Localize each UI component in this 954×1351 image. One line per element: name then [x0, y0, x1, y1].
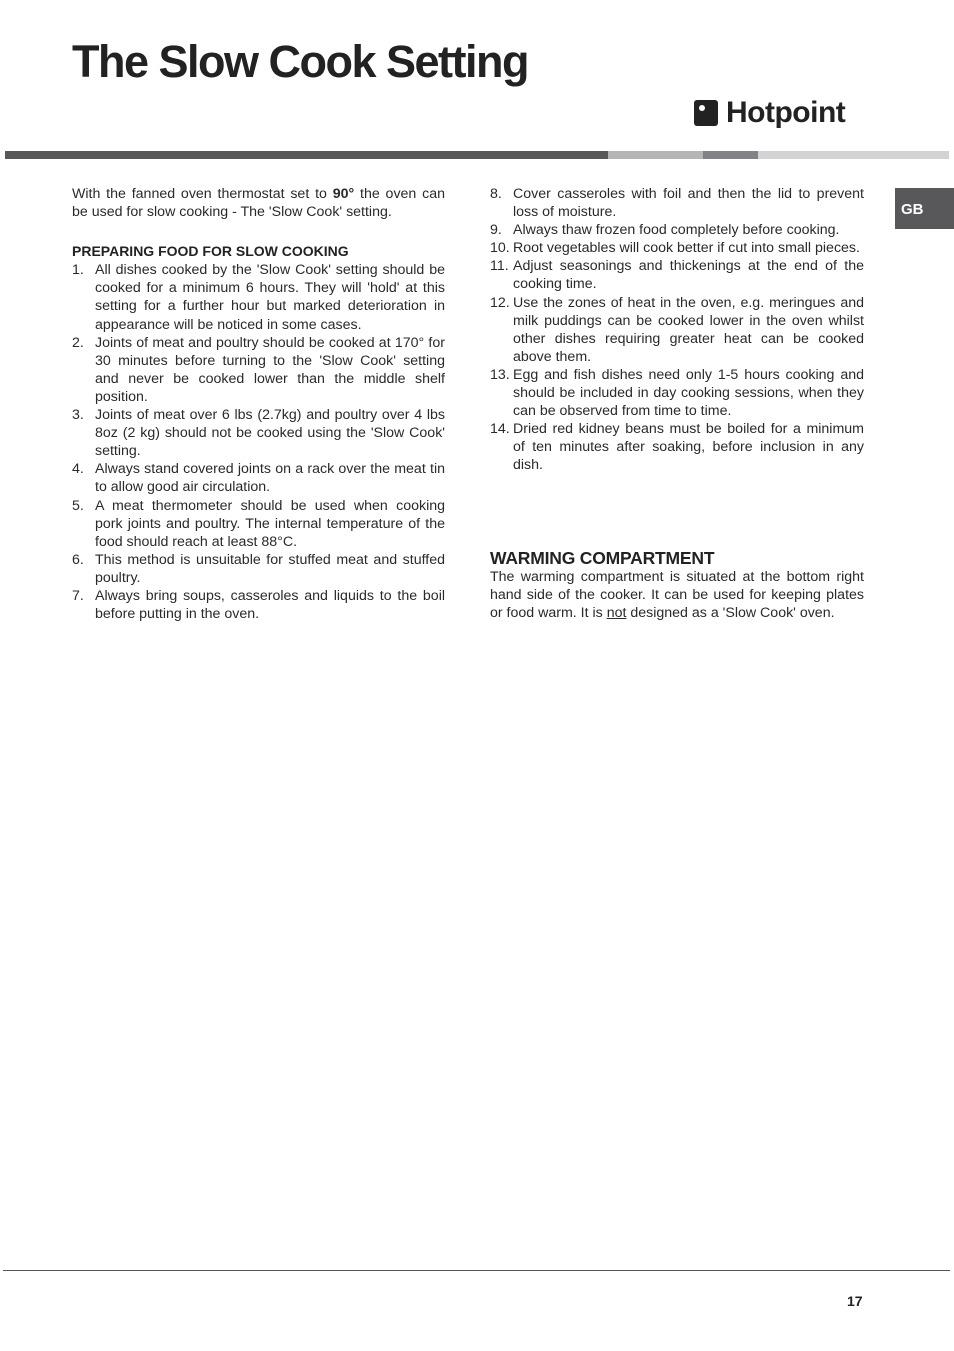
header-bar-segment-pale — [758, 151, 949, 159]
intro-text-end: the oven can be used for slow cooking - The 'Slow Cook' setting. — [72, 186, 446, 221]
footer-divider — [3, 1270, 950, 1271]
list-item-number: 3. — [72, 407, 84, 424]
list-item-text: Joints of meat over 6 lbs (2.7kg) and poultry over 4 lbs 8oz (2 kg) should not be cooked using the 'Slow Cook' setting. — [95, 407, 445, 460]
slow-cook-list-part-2 — [490, 185, 864, 475]
list-item-number: 9. — [490, 222, 502, 239]
header-bar-segment-mid — [703, 151, 758, 159]
slow-cook-list-part-1 — [72, 261, 445, 623]
list-item — [72, 406, 445, 460]
list-item — [72, 551, 445, 587]
list-item-number: 5. — [72, 497, 84, 514]
list-item-text: Root vegetables will cook better if cut into small pieces. — [513, 240, 860, 257]
intro-paragraph — [72, 185, 445, 221]
list-item — [72, 261, 445, 333]
list-item-number: 13. — [490, 366, 510, 383]
list-item-text: Cover casseroles with foil and then the lid to prevent loss of moisture. — [513, 186, 864, 221]
list-item-text: Joints of meat and poultry should be cooked at 170° for 30 minutes before turning to the 'Slow Cook' setting and never be cooked lower than the middle shelf position. — [95, 334, 445, 405]
list-item-number: 8. — [490, 186, 502, 202]
list-item — [490, 185, 864, 221]
list-item-number: 6. — [72, 551, 84, 568]
list-item — [490, 294, 864, 366]
page-title: The Slow Cook Setting — [72, 36, 529, 87]
list-item-text: A meat thermometer should be used when cooking pork joints and poultry. The internal temperature of the food should reach at least 88°C. — [95, 497, 445, 550]
list-item-number: 4. — [72, 461, 84, 478]
page-number: 17 — [847, 1293, 863, 1309]
list-item-number: 1. — [72, 262, 84, 279]
list-item — [72, 587, 445, 623]
list-item — [72, 497, 445, 551]
list-item — [490, 420, 864, 474]
list-item-text: Always stand covered joints on a rack over the meat tin to allow good air circulation. — [95, 461, 445, 496]
list-item-number: 10. — [490, 240, 510, 257]
list-item-number: 12. — [490, 294, 510, 311]
list-item-number: 14. — [490, 421, 510, 438]
list-item — [490, 257, 864, 293]
left-column — [72, 185, 445, 623]
intro-text-start: With the fanned oven thermostat set to — [72, 186, 333, 202]
list-item — [490, 366, 864, 420]
header-bar-segment-light — [608, 151, 703, 159]
brand-logo — [694, 96, 845, 130]
list-item-number: 7. — [72, 587, 84, 604]
list-item-text: Always thaw frozen food completely before cooking. — [513, 222, 840, 239]
list-item — [72, 334, 445, 406]
hotpoint-logo-icon — [694, 100, 718, 126]
list-item-number: 11. — [490, 258, 509, 275]
intro-temperature: 90° — [332, 186, 355, 202]
preparing-food-heading: PREPARING FOOD FOR SLOW COOKING — [72, 243, 349, 260]
list-item-text: All dishes cooked by the 'Slow Cook' setting should be cooked for a minimum 6 hours. They will 'hold' at this setting for a further hour but marked deterioration in appearance will be noticed in some cases. — [95, 262, 445, 333]
warming-compartment-heading: WARMING COMPARTMENT — [490, 547, 715, 568]
list-item — [490, 239, 864, 257]
list-item — [72, 460, 445, 496]
warming-text-start: The warming compartment is situated at the bottom right hand side of the cooker. It can be used for keeping plates or food warm. It is — [490, 568, 864, 621]
warming-text-end: designed as a 'Slow Cook' oven. — [626, 604, 835, 621]
list-item-number: 2. — [72, 334, 84, 351]
list-item-text: Dried red kidney beans must be boiled for a minimum of ten minutes after soaking, before inclusion in any dish. — [513, 421, 864, 474]
list-item-text: Always bring soups, casseroles and liquids to the boil before putting in the oven. — [95, 587, 445, 623]
list-item-text: Use the zones of heat in the oven, e.g. meringues and milk puddings can be cooked lower in the oven whilst other dishes requiring greater heat can be cooked above them. — [513, 294, 864, 365]
list-item — [490, 221, 864, 239]
list-item-text: Adjust seasonings and thickenings at the end of the cooking time. — [513, 258, 864, 293]
list-item-text: This method is unsuitable for stuffed meat and stuffed poultry. — [95, 551, 445, 586]
list-item-text: Egg and fish dishes need only 1-5 hours cooking and should be included in day cooking sessions, when they can be observed from time to time. — [513, 366, 864, 420]
language-tab: GB — [895, 188, 954, 229]
brand-name: Hotpoint — [726, 96, 846, 129]
header-bar-segment-dark — [5, 151, 608, 159]
warming-compartment-paragraph — [490, 568, 864, 622]
right-column — [490, 185, 864, 622]
warming-text-underlined: not — [606, 604, 627, 621]
